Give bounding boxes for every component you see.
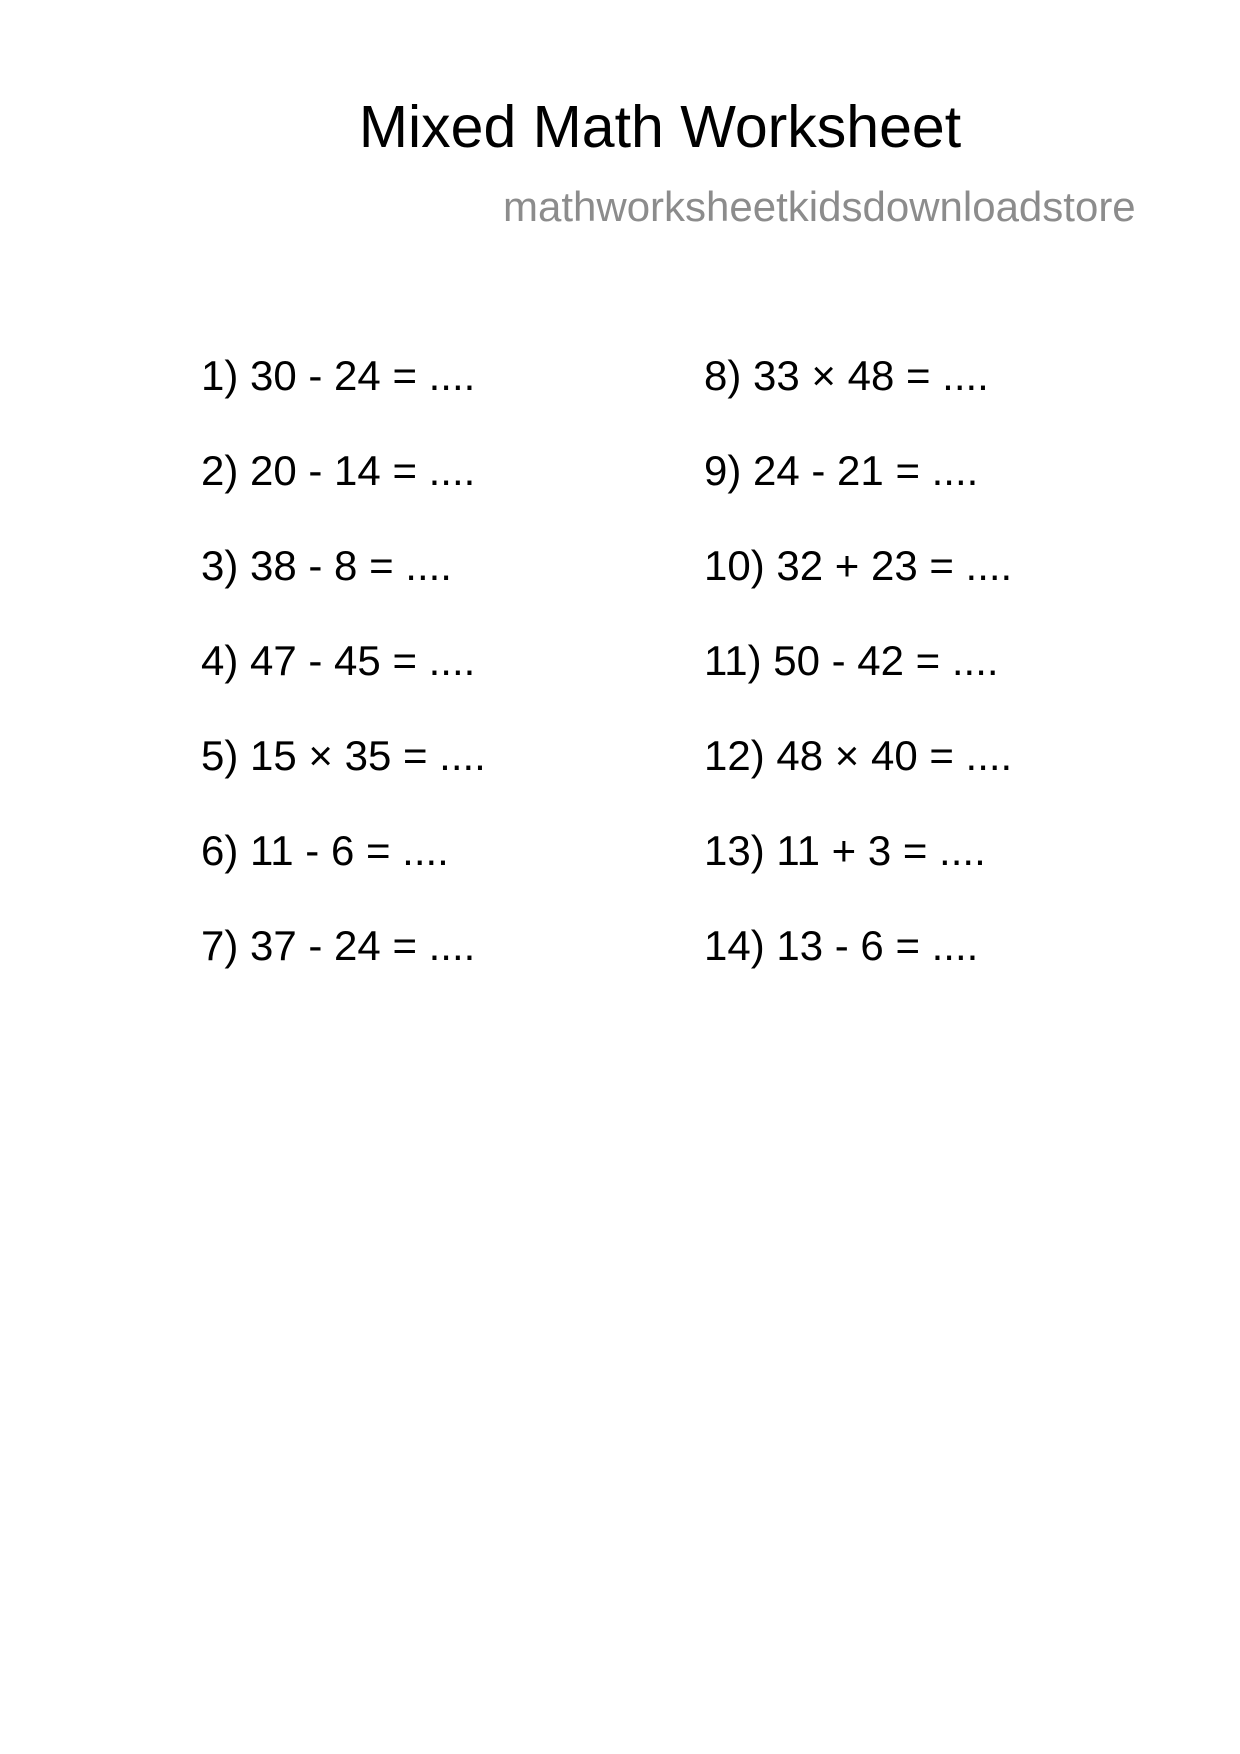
- problem-3: 3) 38 - 8 = ....: [201, 542, 452, 589]
- problem-7: 7) 37 - 24 = ....: [201, 922, 476, 969]
- problem-8: 8) 33 × 48 = ....: [704, 352, 989, 399]
- problem-1: 1) 30 - 24 = ....: [201, 352, 476, 399]
- problem-14: 14) 13 - 6 = ....: [704, 922, 979, 969]
- problem-9: 9) 24 - 21 = ....: [704, 447, 979, 494]
- problem-11: 11) 50 - 42 = ....: [704, 637, 999, 684]
- problem-6: 6) 11 - 6 = ....: [201, 827, 449, 874]
- problem-10: 10) 32 + 23 = ....: [704, 542, 1013, 589]
- problem-column-right: [704, 352, 1013, 1020]
- page-title: Mixed Math Worksheet: [358, 94, 962, 160]
- problem-12: 12) 48 × 40 = ....: [704, 732, 1013, 779]
- problem-column-left: [201, 352, 486, 1020]
- problem-2: 2) 20 - 14 = ....: [201, 447, 476, 494]
- problem-5: 5) 15 × 35 = ....: [201, 732, 486, 779]
- problem-4: 4) 47 - 45 = ....: [201, 637, 476, 684]
- page-subtitle: mathworksheetkidsdownloadstore: [503, 183, 1136, 230]
- problem-13: 13) 11 + 3 = ....: [704, 827, 986, 874]
